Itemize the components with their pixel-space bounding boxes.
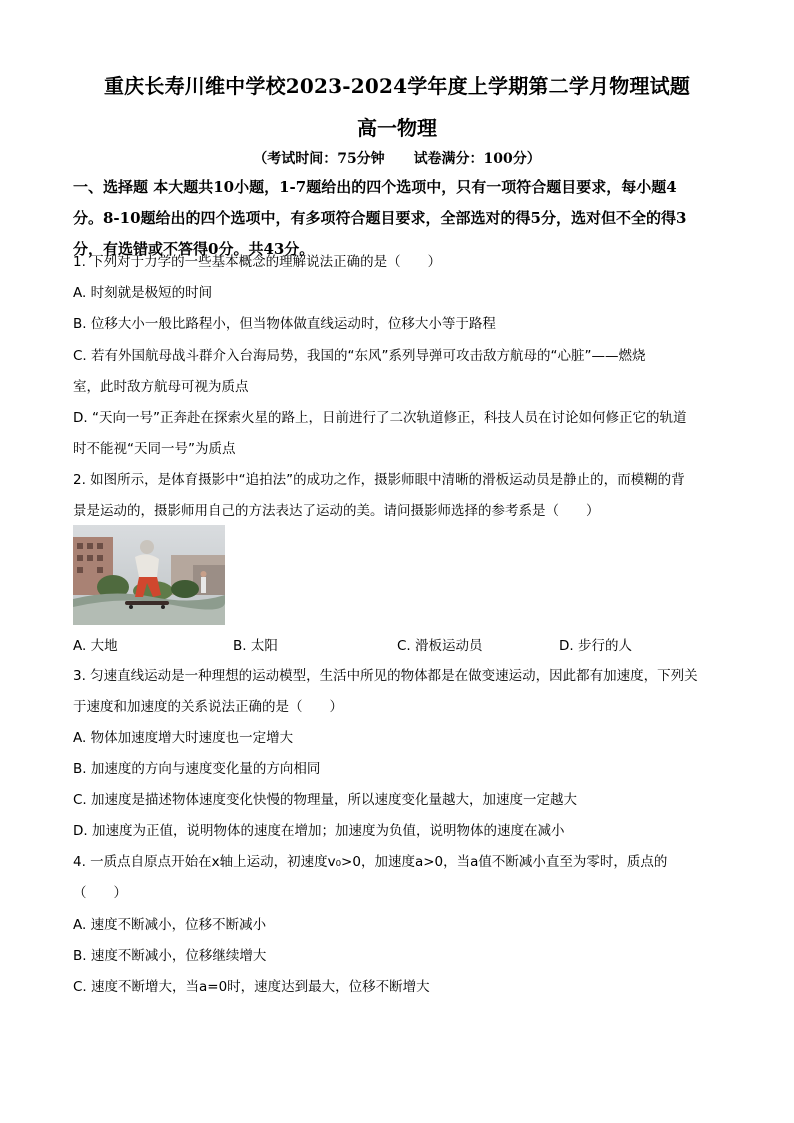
question-1-option-c: C. 若有外国航母战斗群介入台海局势，我国的“东风”系列导弹可攻击敌方航母的“心脏”——燃烧 bbox=[73, 348, 646, 364]
question-2-stem: 2. 如图所示，是体育摄影中“追拍法”的成功之作，摄影师眼中清晰的滑板运动员是静止的，而模糊的背 bbox=[73, 472, 685, 488]
question-3-stem-cont: 于速度和加速度的关系说法正确的是（ ） bbox=[73, 699, 343, 715]
question-4-option-b: B. 速度不断减小，位移继续增大 bbox=[73, 948, 267, 964]
question-4-stem-cont: （ ） bbox=[73, 885, 127, 901]
question-1-option-d-cont: 时不能视“天同一号”为质点 bbox=[73, 441, 236, 457]
question-1-option-a: A. 时刻就是极短的时间 bbox=[73, 285, 213, 301]
question-3-option-c: C. 加速度是描述物体速度变化快慢的物理量，所以速度变化量越大，加速度一定越大 bbox=[73, 792, 578, 808]
skateboarder-photo bbox=[73, 525, 225, 625]
question-2-option-a: A. 大地 bbox=[73, 638, 118, 654]
question-1-option-c-cont: 室，此时敌方航母可视为质点 bbox=[73, 379, 249, 395]
question-3-option-a: A. 物体加速度增大时速度也一定增大 bbox=[73, 730, 294, 746]
question-2-option-b: B. 太阳 bbox=[233, 638, 278, 654]
question-3-stem: 3. 匀速直线运动是一种理想的运动模型，生活中所见的物体都是在做变速运动，因此都有加速度，下列关 bbox=[73, 668, 698, 684]
question-3-option-b: B. 加速度的方向与速度变化量的方向相同 bbox=[73, 761, 321, 777]
question-2-options bbox=[73, 634, 723, 654]
section-line: 一、选择题 本大题共10小题，1-7题给出的四个选项中，只有一项符合题目要求，每小题4 bbox=[73, 178, 677, 196]
question-1-option-b: B. 位移大小一般比路程小，但当物体做直线运动时，位移大小等于路程 bbox=[73, 316, 496, 332]
question-4-stem: 4. 一质点自原点开始在x轴上运动，初速度v₀>0，加速度a>0，当a值不断减小直至为零时，质点的 bbox=[73, 854, 668, 870]
full-score: 试卷满分：100分） bbox=[413, 151, 541, 167]
question-2-stem-cont: 景是运动的，摄影师用自己的方法表达了运动的美。请问摄影师选择的参考系是（ ） bbox=[73, 503, 600, 519]
page-title: 重庆长寿川维中学校2023-2024学年度上学期第二学月物理试题 bbox=[103, 74, 691, 98]
section-line: 分。8-10题给出的四个选项中，有多项符合题目要求，全部选对的得5分，选对但不全的得3 bbox=[73, 209, 687, 227]
question-2-option-c: C. 滑板运动员 bbox=[397, 638, 483, 654]
question-4-option-c: C. 速度不断增大，当a=0时，速度达到最大，位移不断增大 bbox=[73, 979, 430, 995]
exam-time: （考试时间：75分钟 bbox=[253, 151, 385, 167]
question-1-stem: 1. 下列对于力学的一些基本概念的理解说法正确的是（ ） bbox=[73, 254, 442, 270]
question-2-option-d: D. 步行的人 bbox=[559, 638, 632, 654]
question-4-option-a: A. 速度不断减小，位移不断减小 bbox=[73, 917, 267, 933]
skateboarder-photo-illustration bbox=[73, 525, 225, 625]
page-subtitle: 高一物理 bbox=[357, 116, 437, 140]
section-line: 分，有选错或不答得0分。共43分。 bbox=[73, 240, 315, 258]
exam-meta bbox=[0, 148, 794, 168]
question-1-option-d: D. “天向一号”正奔赴在探索火星的路上，日前进行了二次轨道修正，科技人员在讨论如何修正它的轨道 bbox=[73, 410, 687, 426]
question-3-option-d: D. 加速度为正值，说明物体的速度在增加；加速度为负值，说明物体的速度在减小 bbox=[73, 823, 565, 839]
